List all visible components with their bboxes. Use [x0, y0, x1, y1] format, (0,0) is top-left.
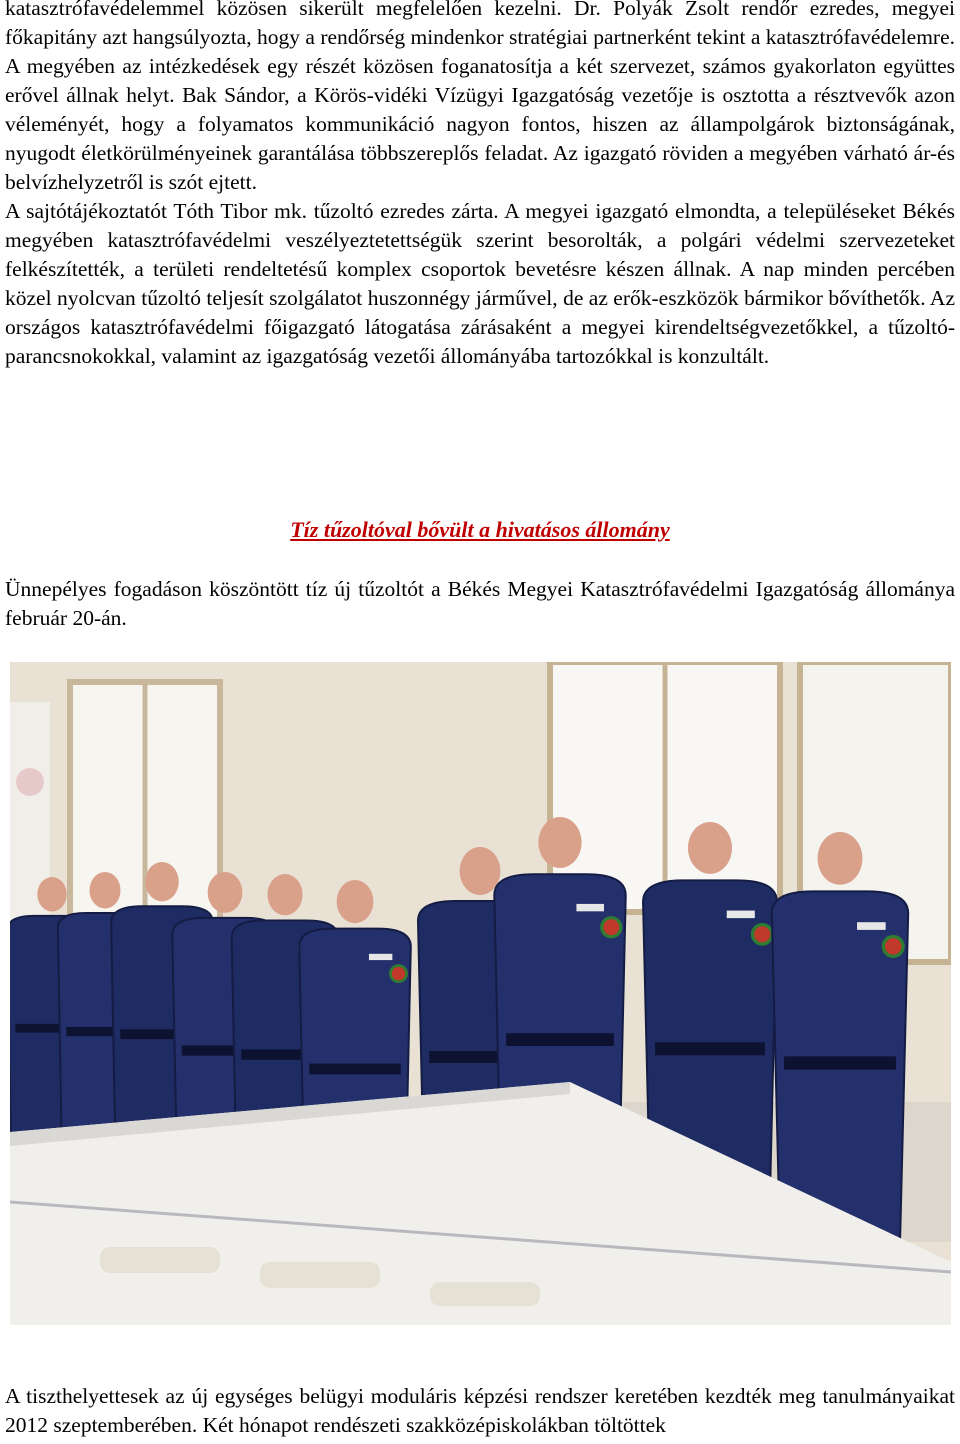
shoulder-patch: [390, 966, 406, 982]
firefighter-belt: [506, 1033, 614, 1046]
firefighter-head: [145, 862, 178, 901]
firefighter-head: [37, 877, 66, 912]
firefighter-head: [460, 847, 501, 895]
firefighter-belt: [655, 1042, 765, 1055]
firefighter-head: [267, 874, 302, 915]
shoulder-patch: [753, 925, 772, 944]
intro-text-continued: Bak Sándor, a Körös-vidéki Vízügyi Igazgatóság vezetője is osztotta a résztvevők azon véleményét, hogy a folyamatos kommunikáció nagyon fontos, hiszen az állampolgárok biztonságának, nyugodt életkörülményeinek garantálása többszereplős feladat. Az igazgató röviden a megyében várható ár-és belvízhelyzetről is szót ejtett.: [5, 83, 956, 194]
firefighter-belt: [784, 1056, 896, 1069]
paragraph-reception: Ünnepélyes fogadáson köszöntött tíz új tűzoltót a Békés Megyei Katasztrófavédelmi Igazgatóság állománya február 20-án.: [5, 577, 955, 630]
firefighter-head: [818, 832, 863, 885]
chair-cushion: [430, 1282, 540, 1306]
firefighters-photo: [10, 662, 951, 1325]
paragraph-training: A tiszthelyettesek az új egységes belügyi moduláris képzési rendszer keretében kezdték meg tanulmányaikat 2012 szeptemberében. Két hónapot rendészeti szakközépiskolákban töltöttek: [5, 1384, 955, 1437]
shoulder-patch: [883, 937, 903, 957]
firefighter-head: [688, 822, 732, 874]
intro-text: katasztrófavédelemmel közösen sikerült megfelelően kezelni. Dr. Polyák Zsolt rendőr ezredes, megyei főkapitány azt hangsúlyozta, hogy a rendőrség mindenkor stratégiai partnerként tekint a katasztrófavédelemre. A megyében az intézkedések egy részét közösen foganatosítja a két szervezet, számos gyakorlaton együttes erővel állnak helyt.: [5, 0, 955, 107]
section-heading: Tíz tűzoltóval bővült a hivatásos állomány: [290, 517, 670, 542]
firefighters-photo-svg: [10, 662, 951, 1325]
chair-cushion: [260, 1262, 380, 1288]
firefighter-head: [337, 880, 374, 923]
firefighter-head: [208, 872, 243, 913]
name-badge: [857, 922, 886, 930]
paragraph-intro: [5, 0, 955, 371]
name-badge: [727, 911, 755, 919]
closing-text: A sajtótájékoztatót Tóth Tibor mk. tűzoltó ezredes zárta. A megyei igazgató elmondta, a településeket Békés megyében katasztrófavédelmi veszélyeztetettségük szerint besorolták, a polgári védelmi szervezeteket felkészítették, a területi rendeltetésű komplex csoportok bevetésre készen állnak. A nap minden percében közel nyolcvan tűzoltó teljesít szolgálatot huszonnégy járművel, de az erők-eszközök bármikor bővíthetők. Az országos katasztrófavédelmi főigazgató látogatása zárásaként a megyei kirendeltségvezetőkkel, a tűzoltó-parancsnokokkal, valamint az igazgatóság vezetői állományába tartozókkal is konzultált.: [5, 199, 955, 368]
shoulder-patch: [602, 918, 621, 937]
name-badge: [369, 954, 392, 960]
firefighter-head: [89, 872, 120, 908]
firefighter-head: [538, 817, 581, 868]
firefighter-belt: [309, 1064, 401, 1075]
name-badge: [576, 904, 604, 911]
chair-cushion: [100, 1247, 220, 1273]
